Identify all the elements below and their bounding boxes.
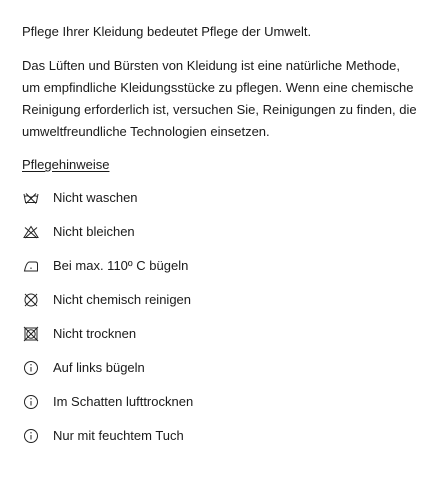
no-wash-icon bbox=[22, 189, 40, 207]
care-item-no-wash bbox=[22, 186, 138, 210]
care-item-iron bbox=[22, 254, 188, 278]
care-item-no-dry-clean bbox=[22, 288, 191, 312]
care-item-no-tumble-dry bbox=[22, 322, 136, 346]
care-item-label: Nicht bleichen bbox=[53, 224, 135, 239]
care-item-label: Nicht chemisch reinigen bbox=[53, 292, 192, 307]
info-icon bbox=[22, 427, 40, 445]
intro-text: Pflege Ihrer Kleidung bedeutet Pflege der Umwelt. bbox=[22, 24, 312, 39]
care-heading-link[interactable]: Pflegehinweise bbox=[22, 157, 110, 172]
care-item-shade-dry bbox=[22, 390, 193, 414]
care-item-damp-cloth bbox=[22, 424, 184, 448]
care-item-iron-inside-out bbox=[22, 356, 145, 380]
description-line: Das Lüften und Bürsten von Kleidung ist eine natürliche Methode, bbox=[22, 58, 400, 73]
care-item-label: Nicht trocknen bbox=[53, 326, 137, 341]
care-item-label: Nicht waschen bbox=[53, 190, 138, 205]
care-item-label: Bei max. 110º C bügeln bbox=[53, 258, 189, 273]
no-dry-clean-icon bbox=[22, 291, 40, 309]
info-icon bbox=[22, 359, 40, 377]
description-line: um empfindliche Kleidungsstücke zu pflegen. Wenn eine chemische bbox=[22, 80, 414, 95]
description-line: umweltfreundliche Technologien einsetzen. bbox=[22, 124, 270, 139]
iron-icon bbox=[22, 257, 40, 275]
care-item-label: Im Schatten lufttrocknen bbox=[53, 394, 194, 409]
description-line: Reinigung erforderlich ist, versuchen Sie, Reinigungen zu finden, die bbox=[22, 102, 417, 117]
care-item-no-bleach bbox=[22, 220, 135, 244]
care-item-label: Nur mit feuchtem Tuch bbox=[53, 428, 184, 443]
no-tumble-dry-icon bbox=[22, 325, 40, 343]
info-icon bbox=[22, 393, 40, 411]
no-bleach-icon bbox=[22, 223, 40, 241]
care-item-label: Auf links bügeln bbox=[53, 360, 145, 375]
